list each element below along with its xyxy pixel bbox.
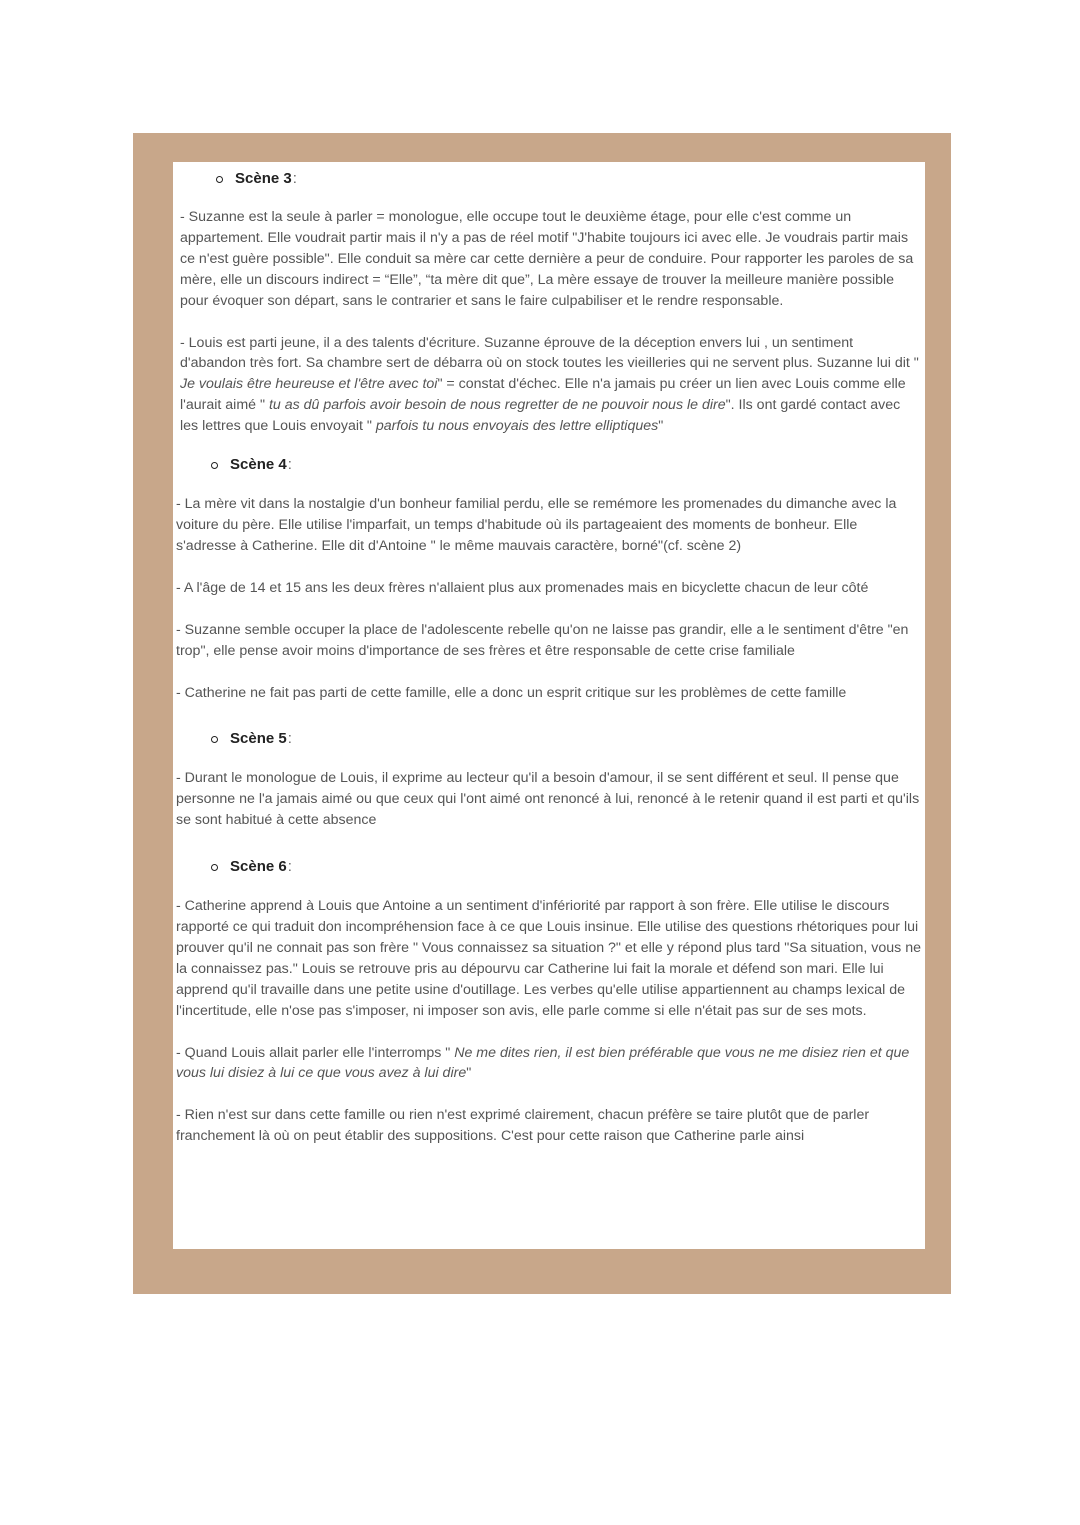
scene-6-title: Scène 6 — [230, 857, 287, 875]
scene-6-paragraph-3: - Rien n'est sur dans cette famille ou rien n'est exprimé clairement, chacun préfère se taire plutôt que de parler franchement là où on peut établir des suppositions. C'est pour cette raison que Catherine parle ainsi — [176, 1107, 870, 1145]
scene-6-paragraph-1: - Catherine apprend à Louis que Antoine a un sentiment d'infériorité par rapport à son frère. Elle utilise le discours rapporté ce qui traduit don incompréhension face à ce que Louis insinue. Elle utilise des questions rhétoriques pour lui prouver qu'il ne connait pas son frère " Vous connaissez sa situation ?" et elle y répond plus tard "Sa situation, vous ne la connaissez pas." Louis se retrouve pris au dépourvu car Catherine lui fait la morale et défend son mari. Elle lui apprend qu'il travaille dans une petite usine d'outillage. Les verbes qu'elle utilise appartiennent au champs lexical de l'incertitude, elle n'ose pas s'imposer, ni imposer son avis, elle parle comme si elle n'était pas sur de ses mots. — [176, 898, 921, 1019]
scene-3-quote-2: tu as dû parfois avoir besoin de nous regretter de ne pouvoir nous le dire — [268, 397, 726, 414]
scene-3-p2-text-d: " — [658, 418, 664, 435]
scene-3-title: Scène 3 — [235, 169, 292, 187]
scene-6-p2-text-a: - Quand Louis allait parler elle l'interromps " — [176, 1044, 455, 1061]
bullet-icon — [216, 176, 223, 183]
scene-4-colon: : — [287, 455, 292, 473]
scene-3-p2-text-c: ". Ils ont gardé contact avec les lettres que Louis envoyait " — [180, 397, 901, 435]
scene-4-paragraph-1: - La mère vit dans la nostalgie d'un bonheur familial perdu, elle se remémore les promenades du dimanche avec la voiture du père. Elle utilise l'imparfait, un temps d'habitude où ils partageaient des moments de bonheur. Elle s'adresse à Catherine. Elle dit d'Antoine " le même mauvais caractère, borné"(cf. scène 2) — [176, 496, 897, 554]
document-sheet — [173, 162, 925, 1249]
scene-6-quote: Ne me dites rien, il est bien préférable que vous ne me disiez rien et que vous lui disiez à lui ce que vous avez à lui dire — [176, 1044, 910, 1082]
scene-4-paragraph-4: - Catherine ne fait pas parti de cette famille, elle a donc un esprit critique sur les problèmes de cette famille — [176, 684, 847, 701]
scene-6-p2-text-b: " — [466, 1065, 472, 1082]
scene-5-heading — [176, 728, 921, 750]
scene-3-p2-text-a: - Louis est parti jeune, il a des talents d'écriture. Suzanne éprouve de la déception envers lui , un sentiment d'abandon très fort. Sa chambre sert de débarra où on stock toutes les vieilleries qui ne servent plus. Suzanne lui dit " — [180, 334, 919, 372]
scene-3-heading — [176, 168, 921, 190]
scene-6-heading — [176, 856, 921, 878]
scene-4-paragraph-2: - A l'âge de 14 et 15 ans les deux frères n'allaient plus aux promenades mais en bicyclette chacun de leur côté — [176, 579, 869, 596]
scene-4-title: Scène 4 — [230, 455, 287, 473]
scene-4-paragraph-3: - Suzanne semble occuper la place de l'adolescente rebelle qu'on ne laisse pas grandir, elle a le sentiment d'être "en trop", elle pense avoir moins d'importance de ses frères et être responsable de cette crise familiale — [176, 621, 909, 659]
scene-5-colon: : — [287, 729, 292, 747]
bullet-icon — [211, 736, 218, 743]
scene-3-colon: : — [292, 169, 297, 187]
scene-4-heading — [176, 454, 921, 476]
scene-3-quote-3: parfois tu nous envoyais des lettre elliptiques — [375, 418, 659, 435]
bullet-icon — [211, 864, 218, 871]
scene-3-paragraph-1: - Suzanne est la seule à parler = monologue, elle occupe tout le deuxième étage, pour elle c'est comme un appartement. Elle voudrait partir mais il n'y a pas de réel motif "J'habite toujours ici avec elle. Je voudrais partir mais ce n'est guère possible". Elle conduit sa mère car cette dernière a peur de conduire. Pour rapporter les paroles de sa mère, elle un discours indirect = “Elle”, “ta mère dit que”, La mère essaye de trouver la meilleure manière possible pour évoquer son départ, sans le contrarier et sans le faire culpabiliser et le rendre responsable. — [180, 209, 914, 309]
scene-5-paragraph-1: - Durant le monologue de Louis, il exprime au lecteur qu'il a besoin d'amour, il se sent différent et seul. Il pense que personne ne l'a jamais aimé ou que ceux qui l'ont aimé ont renoncé à lui, renoncé à le retenir quand il est parti et qu'ils se sont habitué à cette absence — [176, 770, 920, 829]
scene-6-colon: : — [287, 857, 292, 875]
scene-3-quote-1: Je voulais être heureuse et l'être avec toi — [180, 376, 438, 393]
scene-3-p2-text-b: " = constat d'échec. Elle n'a jamais pu créer un lien avec Louis comme elle l'aurait aimé " — [180, 376, 906, 414]
scene-6-paragraph-2 — [176, 1043, 921, 1085]
page-frame — [133, 133, 951, 1294]
bullet-icon — [211, 462, 218, 469]
scene-3-paragraph-2 — [176, 333, 921, 438]
scene-5-title: Scène 5 — [230, 729, 287, 747]
